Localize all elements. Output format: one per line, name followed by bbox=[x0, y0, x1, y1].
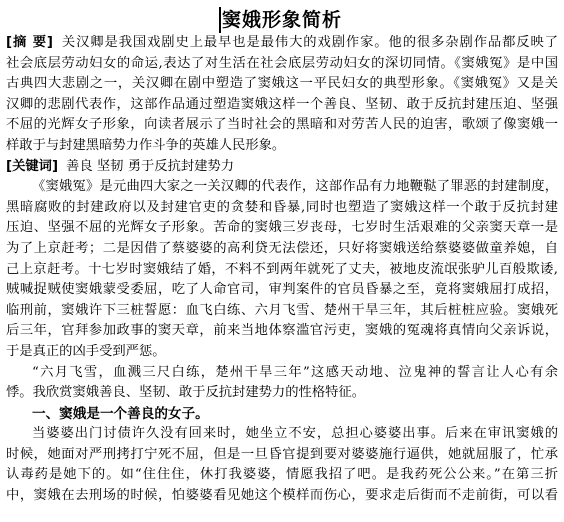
body-line: 压迫、坚强不屈的光辉女子形象。苦命的窦娥三岁丧母，七岁时生活艰难的父亲窦天章一是 bbox=[6, 220, 558, 236]
section-line: 当婆婆出门讨债许久没有回来时，她坐立不安，总担心婆婆出事。后来在审讯窦娥的 bbox=[32, 426, 558, 442]
abstract-line: 汉卿的悲剧代表作，这部作品通过塑造窦娥这样一个善良、坚韧、敢于反抗封建压迫、坚强 bbox=[6, 96, 558, 112]
body-line: 己上京赶考。十七岁时窦娥结了婚，不料不到两年就死了丈夫，被地皮流氓张驴儿百般欺诿, bbox=[6, 261, 558, 277]
abstract-line: 不屈的光辉女子形象，向读者展示了当时社会的黑暗和对劳苦人民的迫害，歌颂了像窦娥一 bbox=[6, 117, 558, 133]
abstract-line bbox=[6, 33, 558, 54]
abstract-line: 古典四大悲剧之一，关汉卿在剧中塑造了窦娥这一平民妇女的典型形象。《窦娥冤》又是关 bbox=[6, 76, 558, 92]
keywords-text: 善良 坚韧 勇于反抗封建势力 bbox=[66, 158, 235, 174]
body-line: 贼喊捉贼使窦娥蒙受委屈，吃了人命官司，审判案件的官员昏暴之至，竟将窦娥屈打成招， bbox=[6, 282, 558, 298]
body-line: “六月飞雪，血溅三尺白练，楚州干旱三年”这感天动地、泣鬼神的誓言让人心有余 bbox=[32, 364, 558, 380]
body-line: 于是真正的凶手受到严惩。 bbox=[6, 343, 166, 359]
body-line: 黑暗腐败的封建政府以及封建官吏的贪婪和昏暴,同时也塑造了窦娥这样一个敢于反抗封建 bbox=[6, 199, 558, 215]
keywords-label: [关键词] bbox=[6, 158, 59, 174]
body-line: 悸。我欣赏窦娥善良、坚韧、敢于反抗封建势力的性格特征。 bbox=[6, 385, 366, 401]
abstract-line: 社会底层劳动妇女的命运,表达了对生活在社会底层劳动妇女的深切同情。《窦娥冤》是中国 bbox=[6, 55, 558, 71]
body-line: 后三年，官拜参加政事的窦天章，前来当地体察滥官污吏，窦娥的冤魂将真情向父亲诉说， bbox=[6, 323, 558, 339]
document-title: 窦娥形象简析 bbox=[221, 9, 342, 31]
body-line: 临刑前，窦娥许下三桩誓愿：血飞白练、六月飞雪、楚州干旱三年，其后桩桩应验。窦娥死 bbox=[6, 302, 558, 318]
abstract-label: [摘 要] bbox=[6, 35, 53, 50]
abstract-line: 样敢于与封建黑暗势力作斗争的英雄人民形象。 bbox=[6, 137, 286, 153]
section-line: 中，窦娥在去刑场的时候，怕婆婆看见她这个模样而伤心，要求走后街而不走前街，可以看 bbox=[6, 488, 558, 504]
keywords-line bbox=[6, 157, 558, 178]
abstract-text: 关汉卿是我国戏剧史上最早也是最伟大的戏剧作家。他的很多杂剧作品都反映了 bbox=[61, 35, 558, 50]
text-cursor bbox=[219, 7, 221, 33]
body-line: 《窦娥冤》是元曲四大家之一关汉卿的代表作，这部作品有力地鞭鞑了罪恶的封建制度， bbox=[32, 179, 558, 195]
body-line: 为了上京赶考；二是因借了蔡婆婆的高利贷无法偿还，只好将窦娥送给蔡婆婆做童养媳，自 bbox=[6, 240, 558, 256]
section-line: 时候，她面对严刑拷打宁死不屈，但是一旦昏官提到要对婆婆施行逼供，她就屈服了，忙承 bbox=[6, 446, 558, 462]
section-line: 认毒药是她下的。如“住住住，休打我婆婆，情愿我招了吧。是我药死公公来。”在第三折 bbox=[6, 467, 558, 483]
section-heading: 一、窦娥是一个善良的女子。 bbox=[32, 405, 209, 422]
